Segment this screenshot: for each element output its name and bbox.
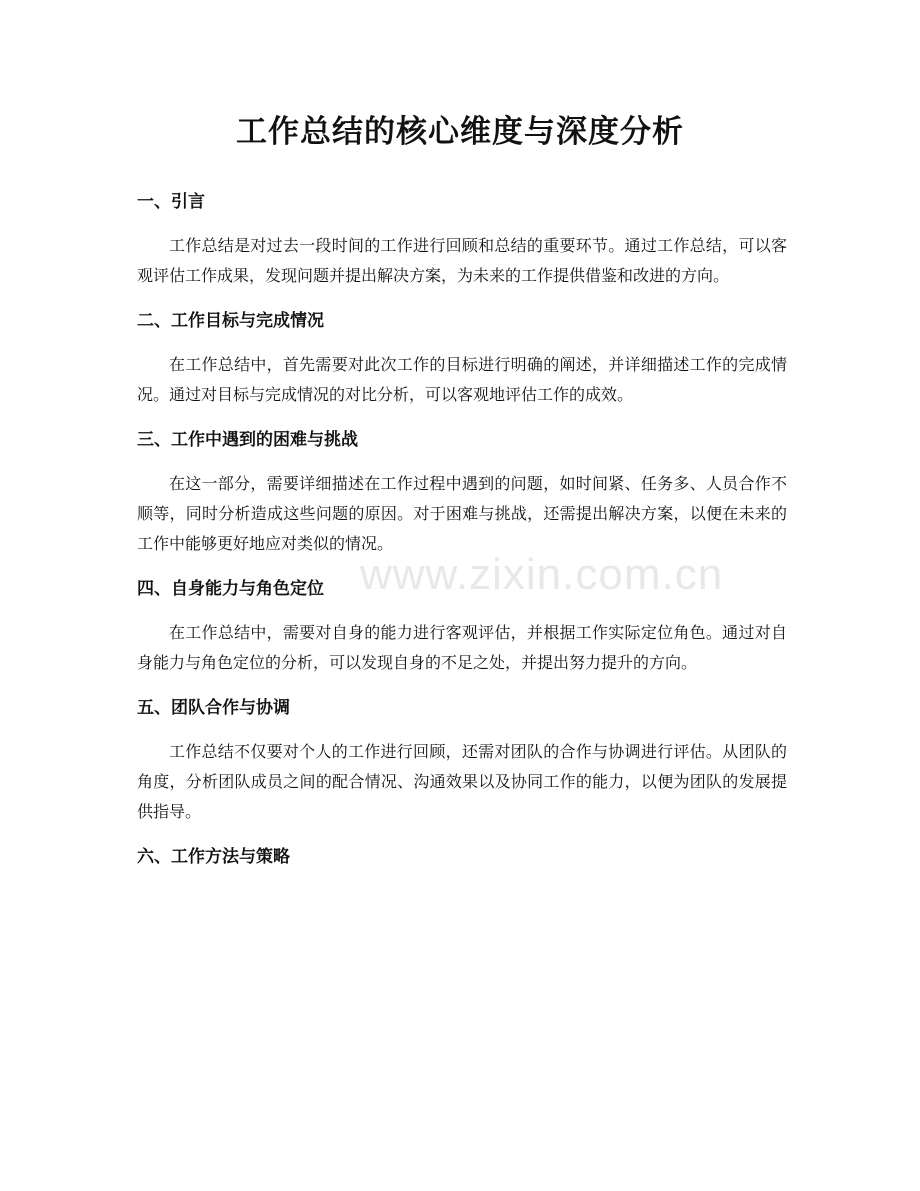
section-heading-abilities: 四、自身能力与角色定位 xyxy=(137,579,324,599)
section-body-teamwork: 工作总结不仅要对个人的工作进行回顾，还需对团队的合作与协调进行评估。从团队的角度，分析团队成员之间的配合情况、沟通效果以及协同工作的能力，以便为团队的发展提供指导。 xyxy=(137,742,787,821)
page-title: 工作总结的核心维度与深度分析 xyxy=(236,114,684,150)
section-body-goals: 在工作总结中，首先需要对此次工作的目标进行明确的阐述，并详细描述工作的完成情况。通过对目标与完成情况的对比分析，可以客观地评估工作的成效。 xyxy=(137,355,787,404)
section-heading-methods: 六、工作方法与策略 xyxy=(137,847,290,867)
section-heading-challenges: 三、工作中遇到的困难与挑战 xyxy=(137,430,358,450)
section-heading-teamwork: 五、团队合作与协调 xyxy=(137,698,290,718)
section-body-challenges: 在这一部分，需要详细描述在工作过程中遇到的问题，如时间紧、任务多、人员合作不顺等，同时分析造成这些问题的原因。对于困难与挑战，还需提出解决方案，以便在未来的工作中能够更好地应对类似的情况。 xyxy=(137,474,787,553)
watermark: www.zixin.com.cn xyxy=(360,550,724,599)
section-body-abilities: 在工作总结中，需要对自身的能力进行客观评估，并根据工作实际定位角色。通过对自身能力与角色定位的分析，可以发现自身的不足之处，并提出努力提升的方向。 xyxy=(137,623,787,672)
document-body xyxy=(137,185,787,874)
section-heading-intro: 一、引言 xyxy=(137,192,205,212)
section-heading-goals: 二、工作目标与完成情况 xyxy=(137,311,324,331)
section-body-intro: 工作总结是对过去一段时间的工作进行回顾和总结的重要环节。通过工作总结，可以客观评估工作成果，发现问题并提出解决方案，为未来的工作提供借鉴和改进的方向。 xyxy=(137,236,787,285)
